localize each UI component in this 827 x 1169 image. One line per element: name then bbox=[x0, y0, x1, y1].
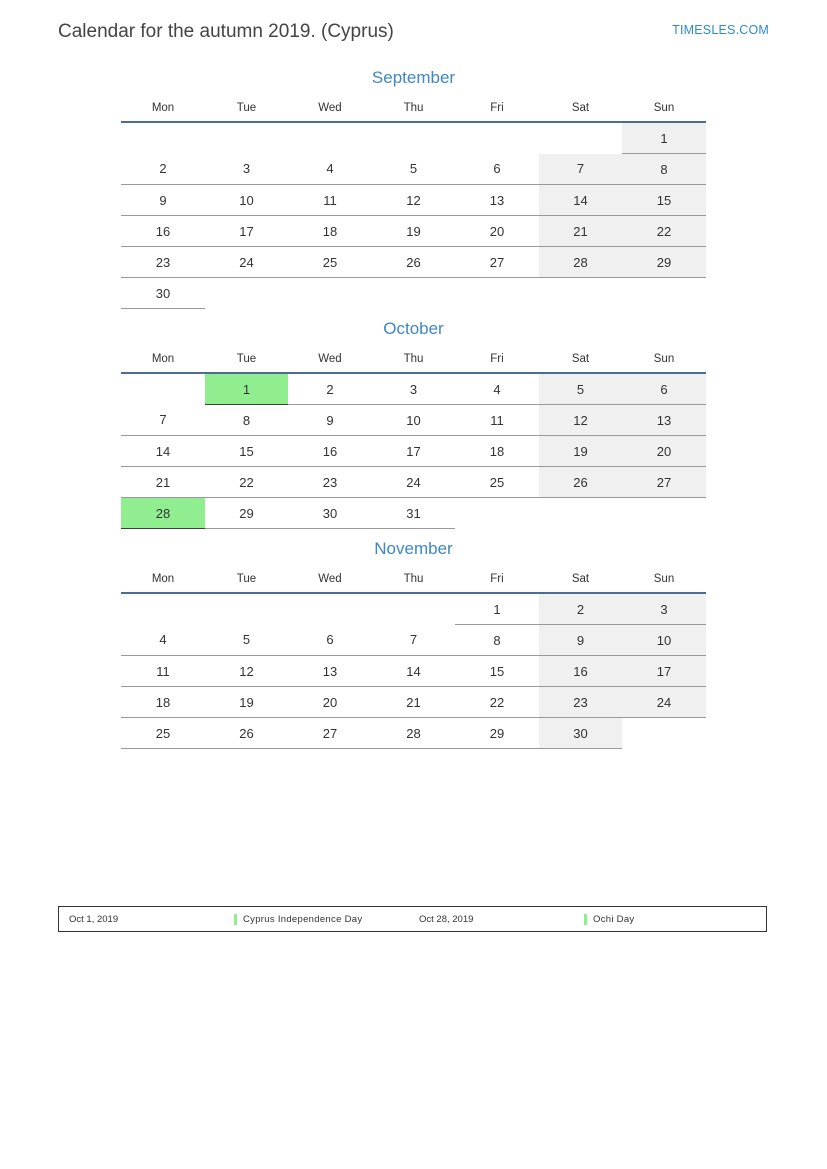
day-cell[interactable]: 6 bbox=[455, 154, 539, 185]
day-cell[interactable]: 30 bbox=[288, 498, 372, 529]
day-cell[interactable]: 22 bbox=[205, 467, 289, 498]
day-cell[interactable]: 26 bbox=[372, 247, 456, 278]
day-cell[interactable]: 5 bbox=[539, 373, 623, 405]
day-cell[interactable]: 9 bbox=[121, 185, 205, 216]
day-cell[interactable]: 19 bbox=[539, 436, 623, 467]
day-cell-empty bbox=[539, 498, 623, 529]
day-cell[interactable]: 13 bbox=[288, 656, 372, 687]
weekday-header-row bbox=[121, 98, 706, 122]
month-block bbox=[58, 62, 769, 309]
week-row bbox=[121, 373, 706, 405]
week-row bbox=[121, 122, 706, 154]
day-cell[interactable]: 14 bbox=[121, 436, 205, 467]
week-row bbox=[121, 718, 706, 749]
weekday-header: Sun bbox=[622, 349, 706, 373]
holiday-legend-row bbox=[59, 907, 766, 931]
day-cell-empty bbox=[372, 278, 456, 309]
page-title: Calendar for the autumn 2019. (Cyprus) bbox=[58, 21, 394, 42]
day-cell-empty bbox=[121, 122, 205, 154]
week-row bbox=[121, 467, 706, 498]
day-cell[interactable]: 29 bbox=[455, 718, 539, 749]
legend-entry bbox=[584, 914, 759, 925]
weekday-header-row bbox=[121, 569, 706, 593]
day-cell[interactable]: 20 bbox=[288, 687, 372, 718]
day-cell[interactable]: 26 bbox=[539, 467, 623, 498]
day-cell-empty bbox=[288, 593, 372, 625]
weekday-header: Wed bbox=[288, 349, 372, 373]
day-cell[interactable]: 25 bbox=[288, 247, 372, 278]
day-cell-empty bbox=[288, 278, 372, 309]
day-cell[interactable]: 16 bbox=[539, 656, 623, 687]
weekday-header: Fri bbox=[455, 349, 539, 373]
legend-date: Oct 28, 2019 bbox=[419, 913, 474, 925]
month-grid bbox=[121, 349, 706, 529]
day-cell[interactable]: 6 bbox=[622, 373, 706, 405]
weekday-header: Thu bbox=[372, 349, 456, 373]
day-cell[interactable]: 18 bbox=[121, 687, 205, 718]
day-cell[interactable]: 6 bbox=[288, 625, 372, 656]
day-cell[interactable]: 22 bbox=[455, 687, 539, 718]
day-cell[interactable]: 8 bbox=[455, 625, 539, 656]
month-block bbox=[58, 313, 769, 529]
day-cell[interactable]: 14 bbox=[539, 185, 623, 216]
day-cell[interactable]: 23 bbox=[121, 247, 205, 278]
day-cell-holiday[interactable]: 1 bbox=[205, 373, 289, 405]
legend-date: Oct 1, 2019 bbox=[69, 913, 119, 925]
weekday-header: Thu bbox=[372, 98, 456, 122]
day-cell[interactable]: 15 bbox=[205, 436, 289, 467]
legend-entry bbox=[234, 914, 409, 925]
day-cell[interactable]: 4 bbox=[121, 625, 205, 656]
weekday-header: Wed bbox=[288, 98, 372, 122]
day-cell[interactable]: 7 bbox=[539, 154, 623, 185]
weekday-header: Wed bbox=[288, 569, 372, 593]
day-cell[interactable]: 9 bbox=[539, 625, 623, 656]
day-cell[interactable]: 17 bbox=[372, 436, 456, 467]
day-cell-empty bbox=[539, 122, 623, 154]
day-cell[interactable]: 21 bbox=[372, 687, 456, 718]
day-cell[interactable]: 27 bbox=[622, 467, 706, 498]
week-row bbox=[121, 625, 706, 656]
day-cell-empty bbox=[622, 718, 706, 749]
month-title: September bbox=[371, 68, 456, 87]
day-cell[interactable]: 21 bbox=[539, 216, 623, 247]
day-cell[interactable]: 11 bbox=[455, 405, 539, 436]
day-cell[interactable]: 2 bbox=[539, 593, 623, 625]
day-cell[interactable]: 3 bbox=[372, 373, 456, 405]
day-cell[interactable]: 22 bbox=[622, 216, 706, 247]
day-cell-empty bbox=[372, 593, 456, 625]
day-cell[interactable]: 16 bbox=[121, 216, 205, 247]
day-cell[interactable]: 7 bbox=[372, 625, 456, 656]
day-cell[interactable]: 25 bbox=[121, 718, 205, 749]
day-cell-empty bbox=[622, 278, 706, 309]
day-cell[interactable]: 19 bbox=[372, 216, 456, 247]
week-row bbox=[121, 278, 706, 309]
weekday-header: Sat bbox=[539, 98, 623, 122]
brand-link[interactable]: TIMESLES.COM bbox=[672, 23, 769, 37]
holiday-legend bbox=[58, 906, 767, 932]
day-cell[interactable]: 1 bbox=[455, 593, 539, 625]
week-row bbox=[121, 436, 706, 467]
day-cell-empty bbox=[205, 593, 289, 625]
day-cell[interactable]: 12 bbox=[539, 405, 623, 436]
day-cell[interactable]: 4 bbox=[455, 373, 539, 405]
week-row bbox=[121, 593, 706, 625]
day-cell-empty bbox=[455, 498, 539, 529]
week-row bbox=[121, 687, 706, 718]
day-cell[interactable]: 29 bbox=[622, 247, 706, 278]
day-cell[interactable]: 23 bbox=[288, 467, 372, 498]
day-cell[interactable]: 26 bbox=[205, 718, 289, 749]
day-cell[interactable]: 28 bbox=[539, 247, 623, 278]
week-row bbox=[121, 247, 706, 278]
day-cell[interactable]: 12 bbox=[372, 185, 456, 216]
weekday-header: Sun bbox=[622, 569, 706, 593]
day-cell[interactable]: 24 bbox=[205, 247, 289, 278]
weekday-header: Mon bbox=[121, 98, 205, 122]
month-title: October bbox=[383, 319, 444, 338]
weekday-header: Tue bbox=[205, 98, 289, 122]
week-row bbox=[121, 154, 706, 185]
day-cell[interactable]: 5 bbox=[205, 625, 289, 656]
day-cell[interactable]: 30 bbox=[121, 278, 205, 309]
day-cell-holiday[interactable]: 28 bbox=[121, 498, 205, 529]
day-cell[interactable]: 24 bbox=[622, 687, 706, 718]
day-cell-empty bbox=[205, 122, 289, 154]
day-cell-empty bbox=[121, 593, 205, 625]
day-cell-empty bbox=[372, 122, 456, 154]
month-block bbox=[58, 533, 769, 749]
day-cell[interactable]: 23 bbox=[539, 687, 623, 718]
day-cell[interactable]: 16 bbox=[288, 436, 372, 467]
day-cell[interactable]: 20 bbox=[622, 436, 706, 467]
day-cell[interactable]: 21 bbox=[121, 467, 205, 498]
month-title: November bbox=[374, 539, 453, 558]
day-cell[interactable]: 10 bbox=[622, 625, 706, 656]
day-cell[interactable]: 2 bbox=[121, 154, 205, 185]
day-cell[interactable]: 7 bbox=[121, 405, 205, 436]
day-cell[interactable]: 11 bbox=[121, 656, 205, 687]
legend-holiday-name: Cyprus Independence Day bbox=[243, 913, 363, 925]
day-cell[interactable]: 24 bbox=[372, 467, 456, 498]
day-cell[interactable]: 30 bbox=[539, 718, 623, 749]
day-cell[interactable]: 3 bbox=[205, 154, 289, 185]
day-cell[interactable]: 8 bbox=[205, 405, 289, 436]
day-cell[interactable]: 12 bbox=[205, 656, 289, 687]
weekday-header: Tue bbox=[205, 569, 289, 593]
day-cell-empty bbox=[455, 122, 539, 154]
day-cell[interactable]: 8 bbox=[622, 154, 706, 185]
weekday-header: Thu bbox=[372, 569, 456, 593]
day-cell[interactable]: 10 bbox=[205, 185, 289, 216]
week-row bbox=[121, 216, 706, 247]
day-cell[interactable]: 15 bbox=[455, 656, 539, 687]
day-cell[interactable]: 5 bbox=[372, 154, 456, 185]
day-cell-empty bbox=[455, 278, 539, 309]
weekday-header: Fri bbox=[455, 98, 539, 122]
day-cell[interactable]: 14 bbox=[372, 656, 456, 687]
day-cell[interactable]: 18 bbox=[288, 216, 372, 247]
day-cell-empty bbox=[121, 373, 205, 405]
day-cell[interactable]: 15 bbox=[622, 185, 706, 216]
day-cell[interactable]: 13 bbox=[622, 405, 706, 436]
day-cell[interactable]: 27 bbox=[455, 247, 539, 278]
day-cell[interactable]: 27 bbox=[288, 718, 372, 749]
day-cell-empty bbox=[539, 278, 623, 309]
weekday-header: Sat bbox=[539, 349, 623, 373]
day-cell[interactable]: 17 bbox=[205, 216, 289, 247]
week-row bbox=[121, 498, 706, 529]
week-row bbox=[121, 185, 706, 216]
day-cell[interactable]: 20 bbox=[455, 216, 539, 247]
day-cell[interactable]: 2 bbox=[288, 373, 372, 405]
weekday-header: Sun bbox=[622, 98, 706, 122]
day-cell[interactable]: 4 bbox=[288, 154, 372, 185]
day-cell-empty bbox=[288, 122, 372, 154]
day-cell[interactable]: 29 bbox=[205, 498, 289, 529]
day-cell[interactable]: 11 bbox=[288, 185, 372, 216]
day-cell[interactable]: 28 bbox=[372, 718, 456, 749]
holiday-color-swatch bbox=[234, 914, 237, 925]
day-cell[interactable]: 9 bbox=[288, 405, 372, 436]
legend-holiday-name: Ochi Day bbox=[593, 913, 635, 925]
day-cell[interactable]: 25 bbox=[455, 467, 539, 498]
page-header bbox=[58, 18, 769, 48]
day-cell[interactable]: 31 bbox=[372, 498, 456, 529]
week-row bbox=[121, 656, 706, 687]
week-row bbox=[121, 405, 706, 436]
weekday-header: Mon bbox=[121, 349, 205, 373]
month-grid bbox=[121, 569, 706, 749]
weekday-header: Tue bbox=[205, 349, 289, 373]
month-grid bbox=[121, 98, 706, 309]
day-cell[interactable]: 17 bbox=[622, 656, 706, 687]
weekday-header-row bbox=[121, 349, 706, 373]
day-cell[interactable]: 18 bbox=[455, 436, 539, 467]
day-cell[interactable]: 3 bbox=[622, 593, 706, 625]
calendar-months bbox=[58, 62, 769, 753]
day-cell-empty bbox=[205, 278, 289, 309]
weekday-header: Sat bbox=[539, 569, 623, 593]
weekday-header: Fri bbox=[455, 569, 539, 593]
day-cell[interactable]: 13 bbox=[455, 185, 539, 216]
day-cell[interactable]: 1 bbox=[622, 122, 706, 154]
day-cell[interactable]: 10 bbox=[372, 405, 456, 436]
day-cell-empty bbox=[622, 498, 706, 529]
weekday-header: Mon bbox=[121, 569, 205, 593]
holiday-color-swatch bbox=[584, 914, 587, 925]
day-cell[interactable]: 19 bbox=[205, 687, 289, 718]
